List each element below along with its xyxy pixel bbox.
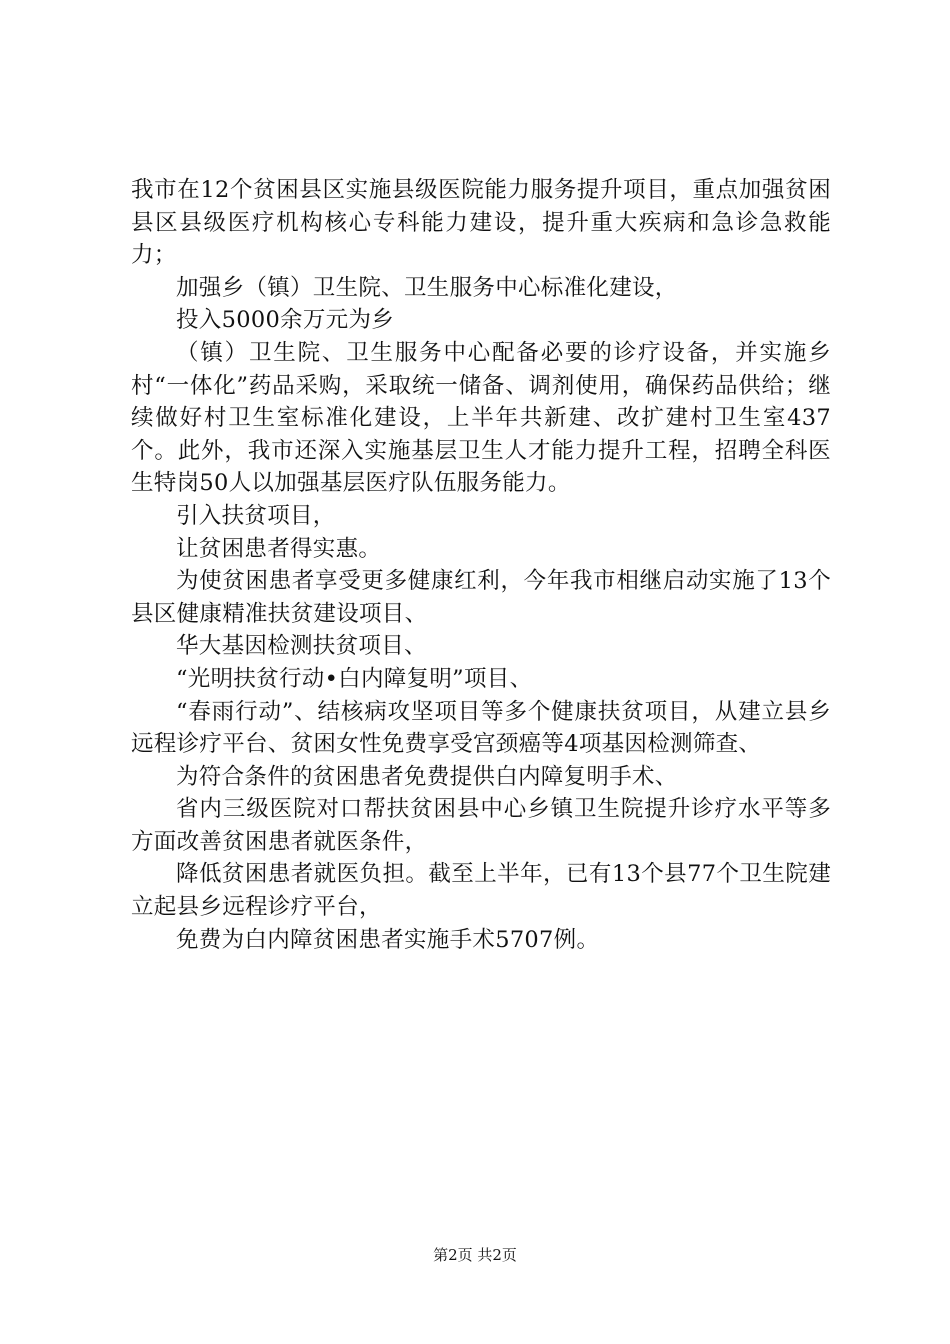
paragraph-13: 降低贫困患者就医负担。截至上半年，已有13个县77个卫生院建立起县乡远程诊疗平台， <box>131 861 831 921</box>
paragraph-4: （镇）卫生院、卫生服务中心配备必要的诊疗设备，并实施乡村“一体化”药品采购，采取统一储备、调剂使用，确保药品供给；继续做好村卫生室标准化建设，上半年共新建、改扩建村卫生室437个。此外，我市还深入实施基层卫生人才能力提升工程，招聘全科医生特岗50人以加强基层医疗队伍服务能力。 <box>131 339 831 497</box>
document-body <box>131 174 831 956</box>
paragraph-6: 让贫困患者得实惠。 <box>176 535 382 562</box>
paragraph-9: “光明扶贫行动•白内障复明”项目、 <box>176 665 533 692</box>
paragraph-10: “春雨行动”、结核病攻坚项目等多个健康扶贫项目，从建立县乡远程诊疗平台、贫困女性免费享受宫颈癌等4项基因检测筛查、 <box>131 698 831 758</box>
page-footer: 第2页 共2页 <box>433 1246 517 1264</box>
paragraph-14: 免费为白内障贫困患者实施手术5707例。 <box>176 926 600 953</box>
paragraph-5: 引入扶贫项目， <box>176 502 336 529</box>
paragraph-1: 我市在12个贫困县区实施县级医院能力服务提升项目，重点加强贫困县区县级医疗机构核心专科能力建设，提升重大疾病和急诊急救能力； <box>131 177 831 269</box>
paragraph-11: 为符合条件的贫困患者免费提供白内障复明手术、 <box>176 763 678 790</box>
paragraph-12: 省内三级医院对口帮扶贫困县中心乡镇卫生院提升诊疗水平等多方面改善贫困患者就医条件， <box>131 796 831 855</box>
paragraph-7: 为使贫困患者享受更多健康红利，今年我市相继启动实施了13个县区健康精准扶贫建设项目、 <box>131 568 831 627</box>
paragraph-2: 加强乡（镇）卫生院、卫生服务中心标准化建设， <box>176 274 678 301</box>
paragraph-3: 投入5000余万元为乡 <box>176 307 395 334</box>
paragraph-8: 华大基因检测扶贫项目、 <box>176 633 427 660</box>
